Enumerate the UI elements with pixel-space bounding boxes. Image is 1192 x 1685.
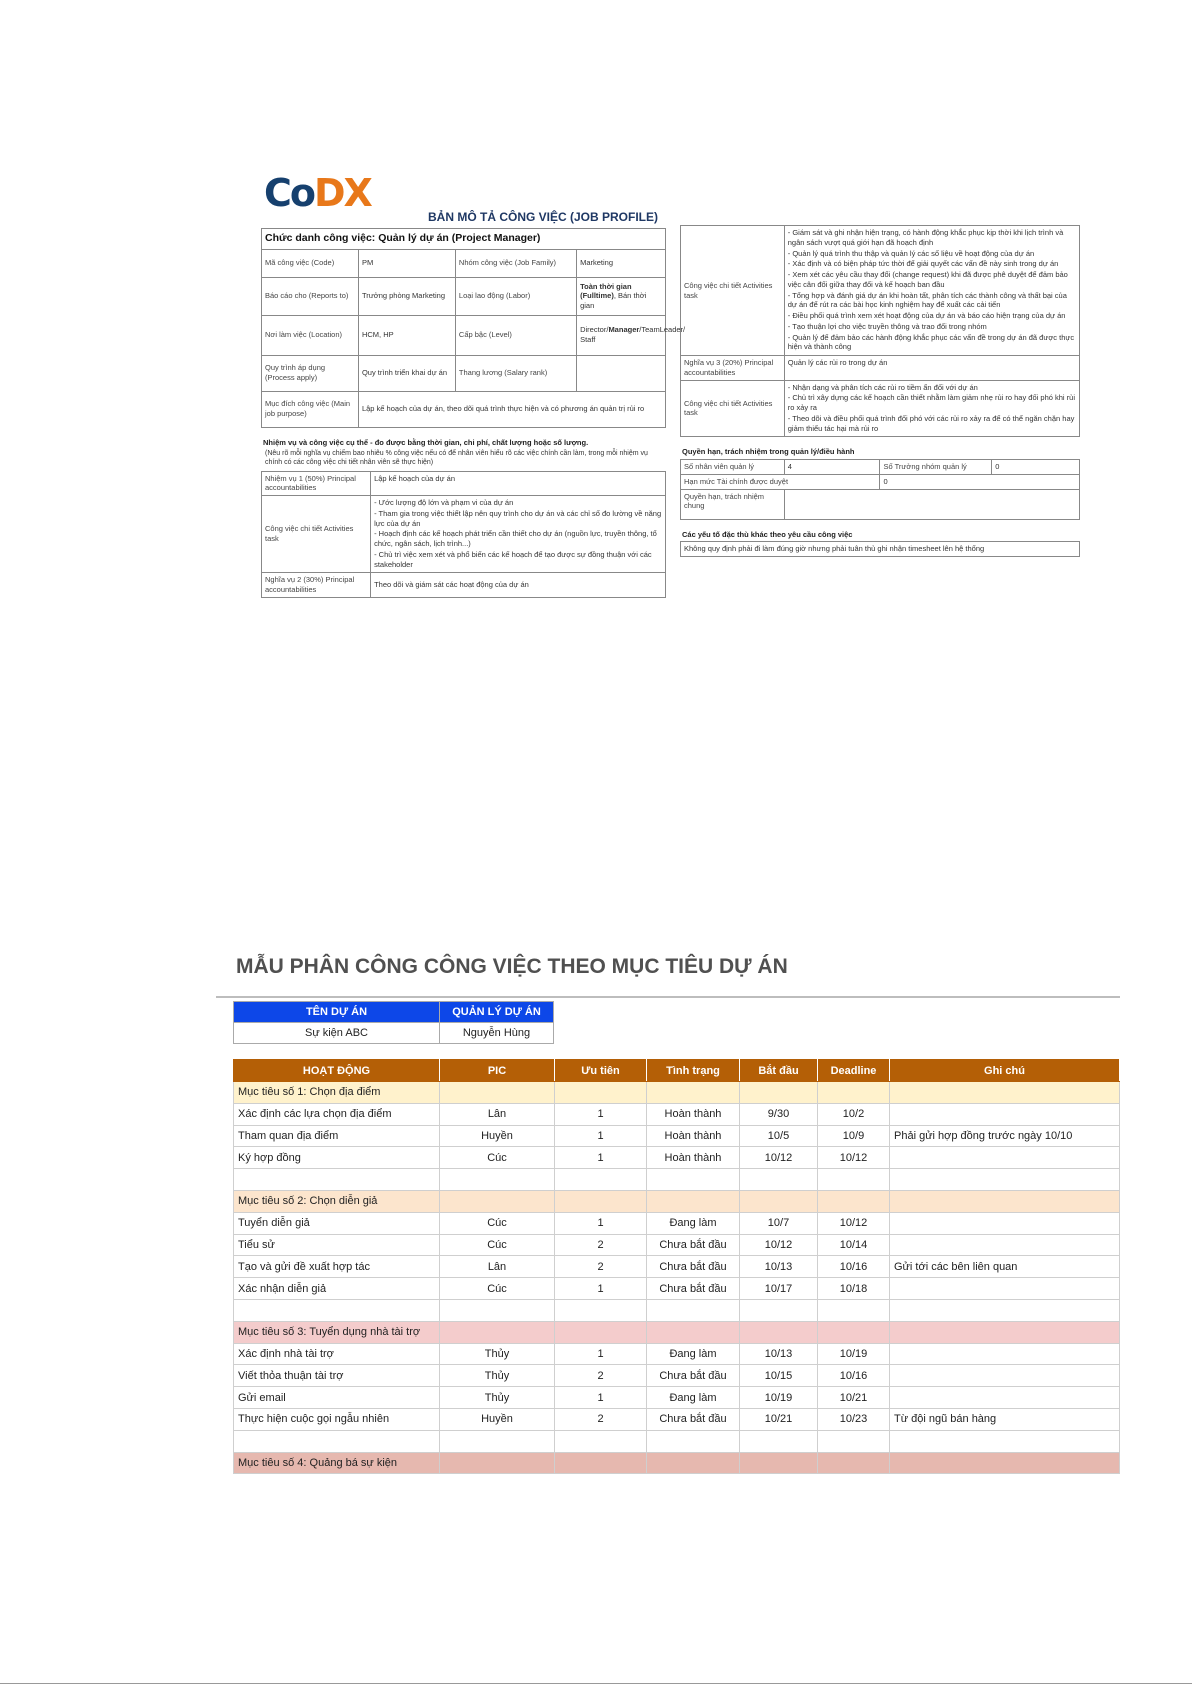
cell-start [740,1430,818,1452]
project-name-header: TÊN DỰ ÁN [234,1002,440,1023]
table-row [234,1147,1120,1169]
purpose-label: Mục đích công việc (Main job purpose) [262,391,359,427]
cell-pic [440,1082,555,1104]
cell-start [740,1169,818,1191]
cell-start [740,1452,818,1474]
cell-priority [555,1082,647,1104]
task-item: - Theo dõi và điều phối quá trình đối phó với các rủi ro xảy ra để có thể ngăn chặn hay giảm thiểu tác hại mà rủi ro [788,414,1076,434]
table-row [234,1103,1120,1125]
task-item: - Nhận dạng và phân tích các rủi ro tiềm ẩn đối với dự án [788,383,1076,393]
task-item: - Tổng hợp và đánh giá dự án khi hoàn tất, phân tích các thành công và thất bại của dự án để rút ra các bài học kinh nghiệm hay để xuất các cải tiến [788,291,1076,311]
cell-start [740,1190,818,1212]
cell-deadline: 10/14 [818,1234,890,1256]
duty3-detail-label: Công việc chi tiết Activities task [681,380,785,437]
cell-priority: 1 [555,1212,647,1234]
cell-status [647,1321,740,1343]
cell-pic: Huyền [440,1408,555,1430]
labor-value [577,277,666,315]
level-value [577,315,686,355]
title-divider [216,996,1120,998]
cell-notes [890,1147,1120,1169]
duty2-detail-label: Công việc chi tiết Activities task [681,226,785,356]
staff-label: Số nhân viên quản lý [681,460,785,475]
cell-priority [555,1321,647,1343]
cell-start: 10/5 [740,1125,818,1147]
duty2-tasks-cell [784,226,1079,356]
cell-notes [890,1278,1120,1300]
job-title-heading: Chức danh công việc: Quản lý dự án (Project Manager) [262,229,666,250]
table-row [234,1299,1120,1321]
cell-priority: 2 [555,1365,647,1387]
cell-start: 10/12 [740,1147,818,1169]
cell-priority: 1 [555,1125,647,1147]
leader-value: 0 [992,460,1080,475]
cell-notes [890,1190,1120,1212]
cell-notes [890,1212,1120,1234]
cell-start: 10/21 [740,1408,818,1430]
cell-start: 10/7 [740,1212,818,1234]
cell-status: Chưa bắt đầu [647,1234,740,1256]
cell-deadline: 10/16 [818,1365,890,1387]
cell-status: Hoàn thành [647,1103,740,1125]
job-profile-right-column [680,225,1080,557]
staff-value: 4 [784,460,880,475]
task-item: - Xem xét các yêu cầu thay đổi (change request) khi đã được phê duyệt để đảm bảo việc cân đối giữa thay đổi và kế hoạch ban đầu [788,270,1076,290]
task-item: - Quản lý quá trình thu thập và quản lý các số liệu về hoạt động của dự án [788,249,1076,259]
cell-activity: Xác nhận diễn giả [234,1278,440,1300]
job-info-table [261,228,686,428]
project-manager-header: QUẢN LÝ DỰ ÁN [440,1002,554,1023]
cell-activity [234,1299,440,1321]
cell-priority: 2 [555,1234,647,1256]
table-row [234,1234,1120,1256]
cell-status [647,1299,740,1321]
column-header-pic: PIC [440,1060,555,1082]
table-row [234,1169,1120,1191]
task-item: - Chủ trì xây dựng các kế hoạch cần thiết nhằm làm giảm nhẹ rủi ro hay đối phó khi rủi ro xảy ra [788,393,1076,413]
cell-start [740,1082,818,1104]
page-bottom-rule [0,1683,1192,1684]
leader-label: Số Trưởng nhóm quản lý [880,460,992,475]
family-value: Marketing [577,249,666,277]
cell-start: 10/17 [740,1278,818,1300]
cell-status: Chưa bắt đầu [647,1256,740,1278]
cell-priority [555,1452,647,1474]
task-item: - Tham gia trong việc thiết lập nên quy trình cho dự án và các chỉ số đo lường về năng lực của dự án [374,509,662,529]
cell-pic: Cúc [440,1212,555,1234]
duty1-value: Lập kế hoạch của dự án [371,471,666,496]
task-item: - Quản lý để đảm bảo các hành động khắc phục các vấn đề trong dự án đã được thực hiện và thành công [788,333,1076,353]
cell-deadline [818,1169,890,1191]
duty2-task-list [788,228,1076,352]
cell-start: 9/30 [740,1103,818,1125]
cell-deadline [818,1430,890,1452]
cell-status: Đang làm [647,1387,740,1409]
cell-notes [890,1452,1120,1474]
process-value: Quy trình triển khai dự án [358,355,455,391]
cell-status [647,1082,740,1104]
cell-status [647,1190,740,1212]
other-table [680,541,1080,557]
authority-heading: Quyền hạn, trách nhiệm trong quản lý/điều hành [682,447,855,457]
cell-activity [234,1169,440,1191]
cell-pic: Lân [440,1256,555,1278]
cell-status: Hoàn thành [647,1125,740,1147]
cell-deadline [818,1190,890,1212]
duty1-label: Nhiệm vụ 1 (50%) Principal accountabilities [262,471,371,496]
code-label: Mã công việc (Code) [262,249,359,277]
cell-pic: Huyền [440,1125,555,1147]
cell-activity: Mục tiêu số 2: Chọn diễn giả [234,1190,440,1212]
cell-pic: Thủy [440,1365,555,1387]
cell-activity: Tạo và gửi đề xuất hợp tác [234,1256,440,1278]
cell-start [740,1299,818,1321]
cell-priority: 1 [555,1103,647,1125]
cell-activity: Xác định các lựa chọn địa điểm [234,1103,440,1125]
cell-status [647,1452,740,1474]
task-item: - Xác định và có biện pháp tức thời để giải quyết các vấn đề này sinh trong dự án [788,259,1076,269]
duty2-label: Nghĩa vụ 2 (30%) Principal accountabilities [262,573,371,598]
cell-start: 10/13 [740,1256,818,1278]
cell-priority: 1 [555,1387,647,1409]
cell-status: Hoàn thành [647,1147,740,1169]
cell-status [647,1169,740,1191]
cell-pic: Cúc [440,1278,555,1300]
column-header-priority: Ưu tiên [555,1060,647,1082]
family-label: Nhóm công việc (Job Family) [455,249,576,277]
cell-notes [890,1234,1120,1256]
column-header-deadline: Deadline [818,1060,890,1082]
cell-pic [440,1452,555,1474]
cell-notes [890,1365,1120,1387]
cell-deadline: 10/19 [818,1343,890,1365]
cell-start: 10/12 [740,1234,818,1256]
cell-pic [440,1299,555,1321]
cell-activity: Xác định nhà tài trợ [234,1343,440,1365]
job-profile-left-column [261,228,686,598]
goal-row [234,1190,1120,1212]
task-item: - Chủ trì việc xem xét và phổ biến các kế hoạch để tạo được sự đồng thuận với các stakeholder [374,550,662,570]
column-header-status: Tình trạng [647,1060,740,1082]
job-profile-document [258,170,1080,680]
column-header-notes: Ghi chú [890,1060,1120,1082]
cell-notes: Từ đội ngũ bán hàng [890,1408,1120,1430]
level-value-pre: Director/ [580,325,609,335]
job-profile-title: BẢN MÔ TẢ CÔNG VIỆC (JOB PROFILE) [428,210,659,224]
purpose-value: Lập kế hoạch của dự án, theo dõi quá trình thực hiện và có phương án quản trị rủi ro [358,391,665,427]
cell-notes [890,1299,1120,1321]
location-label: Nơi làm việc (Location) [262,315,359,355]
duty3-label: Nghĩa vụ 3 (20%) Principal accountabilities [681,356,785,381]
cell-start: 10/19 [740,1387,818,1409]
cell-notes [890,1387,1120,1409]
location-value: HCM, HP [358,315,455,355]
cell-priority [555,1299,647,1321]
cell-start [740,1321,818,1343]
duty2-value: Theo dõi và giám sát các hoạt động của dự án [371,573,666,598]
cell-activity: Thực hiện cuộc gọi ngẫu nhiên [234,1408,440,1430]
codx-logo: CoDX [264,171,371,215]
project-name-value: Sự kiện ABC [234,1023,440,1044]
reports-value: Trưởng phòng Marketing [358,277,455,315]
duty1-detail-label: Công việc chi tiết Activities task [262,496,371,573]
task-table-body [234,1082,1120,1474]
cell-activity: Tham quan địa điểm [234,1125,440,1147]
task-item: - Giám sát và ghi nhận hiện trạng, có hành động khắc phục kịp thời khi lịch trình và ngân sách vượt quá giới hạn đã hoạch định [788,228,1076,248]
level-label: Cấp bậc (Level) [455,315,576,355]
duties-table [261,471,666,598]
duty3-tasks-cell [784,380,1079,437]
cell-status: Đang làm [647,1212,740,1234]
cell-notes [890,1169,1120,1191]
cell-activity [234,1430,440,1452]
labor-value-bold: Toàn thời gian (Fulltime) [580,281,632,301]
salary-label: Thang lương (Salary rank) [455,355,576,391]
cell-notes [890,1321,1120,1343]
other-heading: Các yếu tố đặc thù khác theo yêu cầu công việc [682,529,853,539]
cell-priority: 1 [555,1147,647,1169]
cell-activity: Gửi email [234,1387,440,1409]
cell-status: Chưa bắt đầu [647,1365,740,1387]
cell-notes [890,1103,1120,1125]
cell-notes [890,1343,1120,1365]
table-row [234,1408,1120,1430]
cell-status [647,1430,740,1452]
level-value-bold: Manager [608,325,640,335]
finance-label: Hạn mức Tài chính được duyệt [681,474,880,489]
table-row [234,1365,1120,1387]
cell-start: 10/13 [740,1343,818,1365]
cell-activity: Mục tiêu số 3: Tuyển dụng nhà tài trợ [234,1321,440,1343]
cell-priority [555,1169,647,1191]
duties-heading: Nhiệm vụ và công việc cụ thể - đo được bằng thời gian, chi phí, chất lượng hoặc số lượng. [263,437,589,447]
labor-label: Loại lao động (Labor) [455,277,576,315]
cell-pic [440,1430,555,1452]
general-label: Quyền hạn, trách nhiệm chung [681,489,785,519]
task-item: - Ước lượng độ lớn và phạm vi của dự án [374,498,662,508]
finance-value: 0 [880,474,1080,489]
cell-priority: 2 [555,1408,647,1430]
cell-priority [555,1190,647,1212]
cell-pic [440,1190,555,1212]
cell-deadline: 10/16 [818,1256,890,1278]
cell-deadline: 10/21 [818,1387,890,1409]
task-item: - Hoạch định các kế hoạch phát triển cần thiết cho dự án (nguồn lực, truyền thông, tổ chức, ngân sách, lịch trình...) [374,529,662,549]
goal-row [234,1321,1120,1343]
cell-pic: Lân [440,1103,555,1125]
cell-activity: Tiểu sử [234,1234,440,1256]
goal-row [234,1452,1120,1474]
duties-note: (Nêu rõ mỗi nghĩa vụ chiếm bao nhiêu % công việc nếu có để nhân viên hiểu rõ các việc chính cần làm, trong mỗi nhiệm vụ chính có các công việc chi tiết nhân viên sẽ thực hiện) [265,450,648,467]
process-label: Quy trình áp dụng (Process apply) [262,355,359,391]
cell-notes [890,1430,1120,1452]
cell-activity: Ký hợp đồng [234,1147,440,1169]
column-header-start: Bắt đầu [740,1060,818,1082]
cell-notes: Phải gửi hợp đồng trước ngày 10/10 [890,1125,1120,1147]
duty1-tasks-cell [371,496,666,573]
cell-notes: Gửi tới các bên liên quan [890,1256,1120,1278]
cell-pic [440,1321,555,1343]
task-table-header [234,1060,1120,1082]
sheet-title: MẪU PHÂN CÔNG CÔNG VIỆC THEO MỤC TIÊU DỰ ÁN [236,955,788,978]
project-manager-value: Nguyễn Hùng [440,1023,554,1044]
table-row [234,1125,1120,1147]
task-table [233,1059,1120,1474]
cell-status: Đang làm [647,1343,740,1365]
column-header-activity: HOẠT ĐỘNG [234,1060,440,1082]
cell-activity: Viết thỏa thuận tài trợ [234,1365,440,1387]
salary-value [577,355,666,391]
cell-activity: Mục tiêu số 1: Chọn địa điểm [234,1082,440,1104]
cell-activity: Tuyển diễn giả [234,1212,440,1234]
cell-status: Chưa bắt đầu [647,1408,740,1430]
table-row [234,1212,1120,1234]
cell-deadline: 10/12 [818,1212,890,1234]
labor-value-rest: , Bán thời gian [580,291,647,311]
cell-deadline: 10/23 [818,1408,890,1430]
general-value [784,489,1079,519]
table-row [234,1256,1120,1278]
cell-deadline: 10/12 [818,1147,890,1169]
cell-status: Chưa bắt đầu [647,1278,740,1300]
cell-pic: Thủy [440,1343,555,1365]
cell-deadline [818,1452,890,1474]
cell-deadline: 10/18 [818,1278,890,1300]
cell-deadline: 10/2 [818,1103,890,1125]
cell-priority: 2 [555,1256,647,1278]
table-row [234,1387,1120,1409]
goal-row [234,1082,1120,1104]
cell-deadline [818,1321,890,1343]
reports-label: Báo cáo cho (Reports to) [262,277,359,315]
cell-priority: 1 [555,1278,647,1300]
table-row [234,1278,1120,1300]
cell-priority [555,1430,647,1452]
other-value: Không quy định phải đi làm đúng giờ nhưng phải tuân thủ ghi nhận timesheet lên hệ thống [681,542,1080,557]
project-info-table [233,1001,554,1044]
duty1-task-list [374,498,662,569]
cell-pic: Cúc [440,1147,555,1169]
cell-activity: Mục tiêu số 4: Quảng bá sự kiện [234,1452,440,1474]
cell-pic: Thủy [440,1387,555,1409]
duty2-detail-table [680,225,1080,437]
cell-pic: Cúc [440,1234,555,1256]
authority-table [680,459,1080,520]
task-item: - Điều phối quá trình xem xét hoạt động của dự án và báo cáo hiện trạng của dự án [788,311,1076,321]
cell-pic [440,1169,555,1191]
level-value-post: /TeamLeader/ Staff [580,325,686,345]
cell-start: 10/15 [740,1365,818,1387]
cell-deadline [818,1082,890,1104]
cell-notes [890,1082,1120,1104]
table-row [234,1430,1120,1452]
cell-deadline [818,1299,890,1321]
cell-priority: 1 [555,1343,647,1365]
duty3-value: Quản lý các rủi ro trong dự án [784,356,1079,381]
cell-deadline: 10/9 [818,1125,890,1147]
code-value: PM [358,249,455,277]
duty3-task-list [788,383,1076,434]
task-item: - Tạo thuận lợi cho việc truyền thông và trao đổi trong nhóm [788,322,1076,332]
table-row [234,1343,1120,1365]
